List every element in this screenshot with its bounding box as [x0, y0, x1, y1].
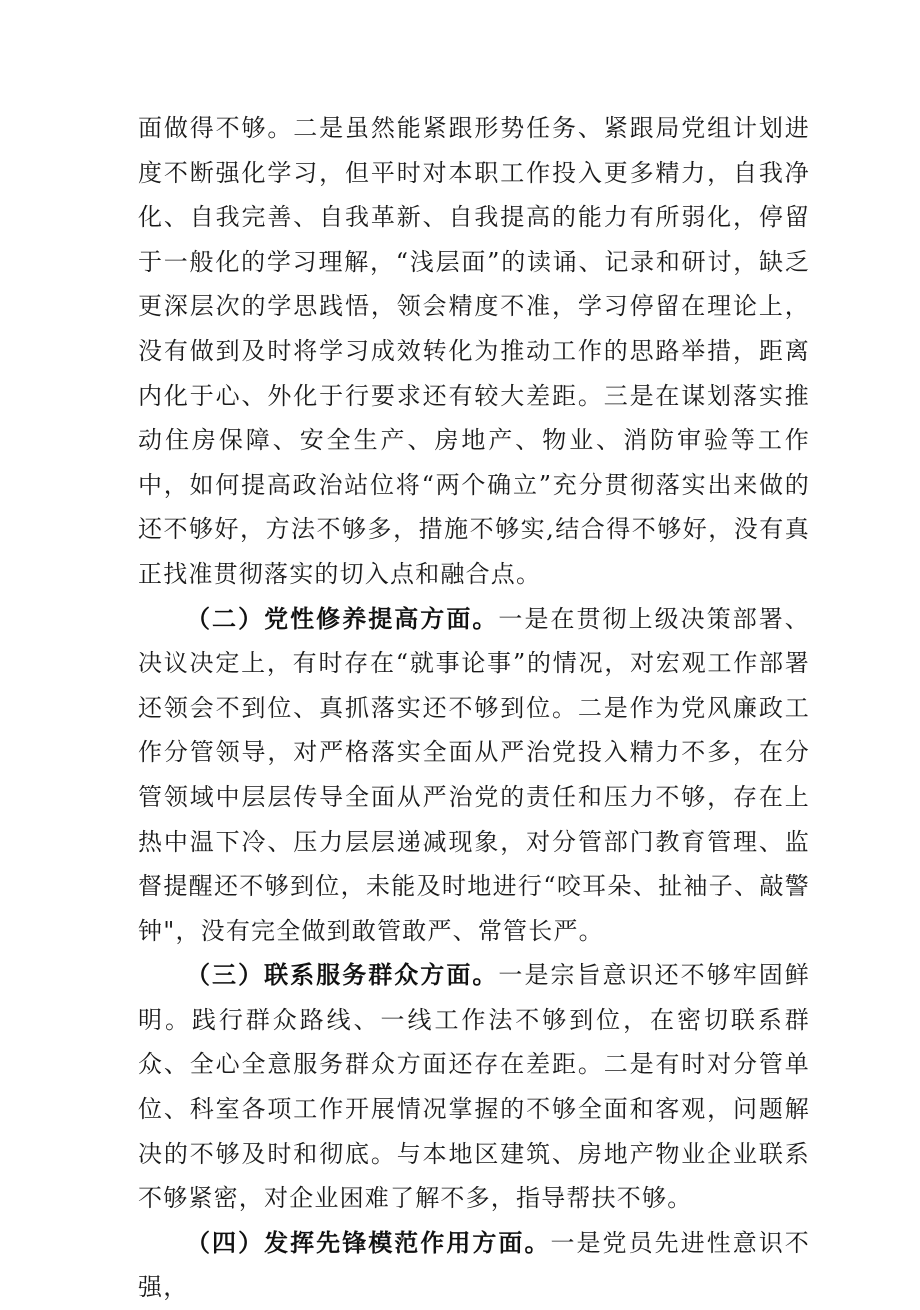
- document-body: [138, 106, 810, 1310]
- paragraph-4-body: 一是党员先进性意识不强，: [138, 1228, 810, 1302]
- section-heading-2: （二）党性修养提高方面。: [186, 604, 499, 633]
- paragraph-2: [138, 597, 810, 954]
- section-heading-4: （四）发挥先锋模范作用方面。: [186, 1228, 551, 1257]
- paragraph-1: [138, 106, 810, 597]
- paragraph-3-body: 一是宗旨意识还不够牢固鲜明。践行群众路线、一线工作法不够到位，在密切联系群众、全心全意服务群众方面还存在差距。二是有时对分管单位、科室各项工作开展情况掌握的不够全面和客观，问题解决的不够及时和彻底。与本地区建筑、房地产物业企业联系不够紧密，对企业困难了解不多，指导帮扶不够。: [138, 961, 810, 1213]
- paragraph-3: [138, 953, 810, 1221]
- section-heading-3: （三）联系服务群众方面。: [186, 961, 499, 990]
- paragraph-1-body: 面做得不够。二是虽然能紧跟形势任务、紧跟局党组计划进度不断强化学习，但平时对本职工作投入更多精力，自我净化、自我完善、自我革新、自我提高的能力有所弱化，停留于一般化的学习理解，“浅层面”的读诵、记录和研讨，缺乏更深层次的学思践悟，领会精度不准，学习停留在理论上，没有做到及时将学习成效转化为推动工作的思路举措，距离内化于心、外化于行要求还有较大差距。三是在谋划落实推动住房保障、安全生产、房地产、物业、消防审验等工作中，如何提高政治站位将“两个确立”充分贯彻落实出来做的还不够好，方法不够多，措施不够实,结合得不够好，没有真正找准贯彻落实的切入点和融合点。: [138, 114, 810, 588]
- paragraph-2-body: 一是在贯彻上级决策部署、决议决定上，有时存在“就事论事”的情况，对宏观工作部署还领会不到位、真抓落实还不够到位。二是作为党风廉政工作分管领导，对严格落实全面从严治党投入精力不多，在分管领域中层层传导全面从严治党的责任和压力不够，存在上热中温下冷、压力层层递减现象，对分管部门教育管理、监督提醒还不够到位，未能及时地进行“咬耳朵、扯袖子、敲警钟"，没有完全做到敢管敢严、常管长严。: [138, 604, 810, 945]
- paragraph-4: [138, 1221, 810, 1310]
